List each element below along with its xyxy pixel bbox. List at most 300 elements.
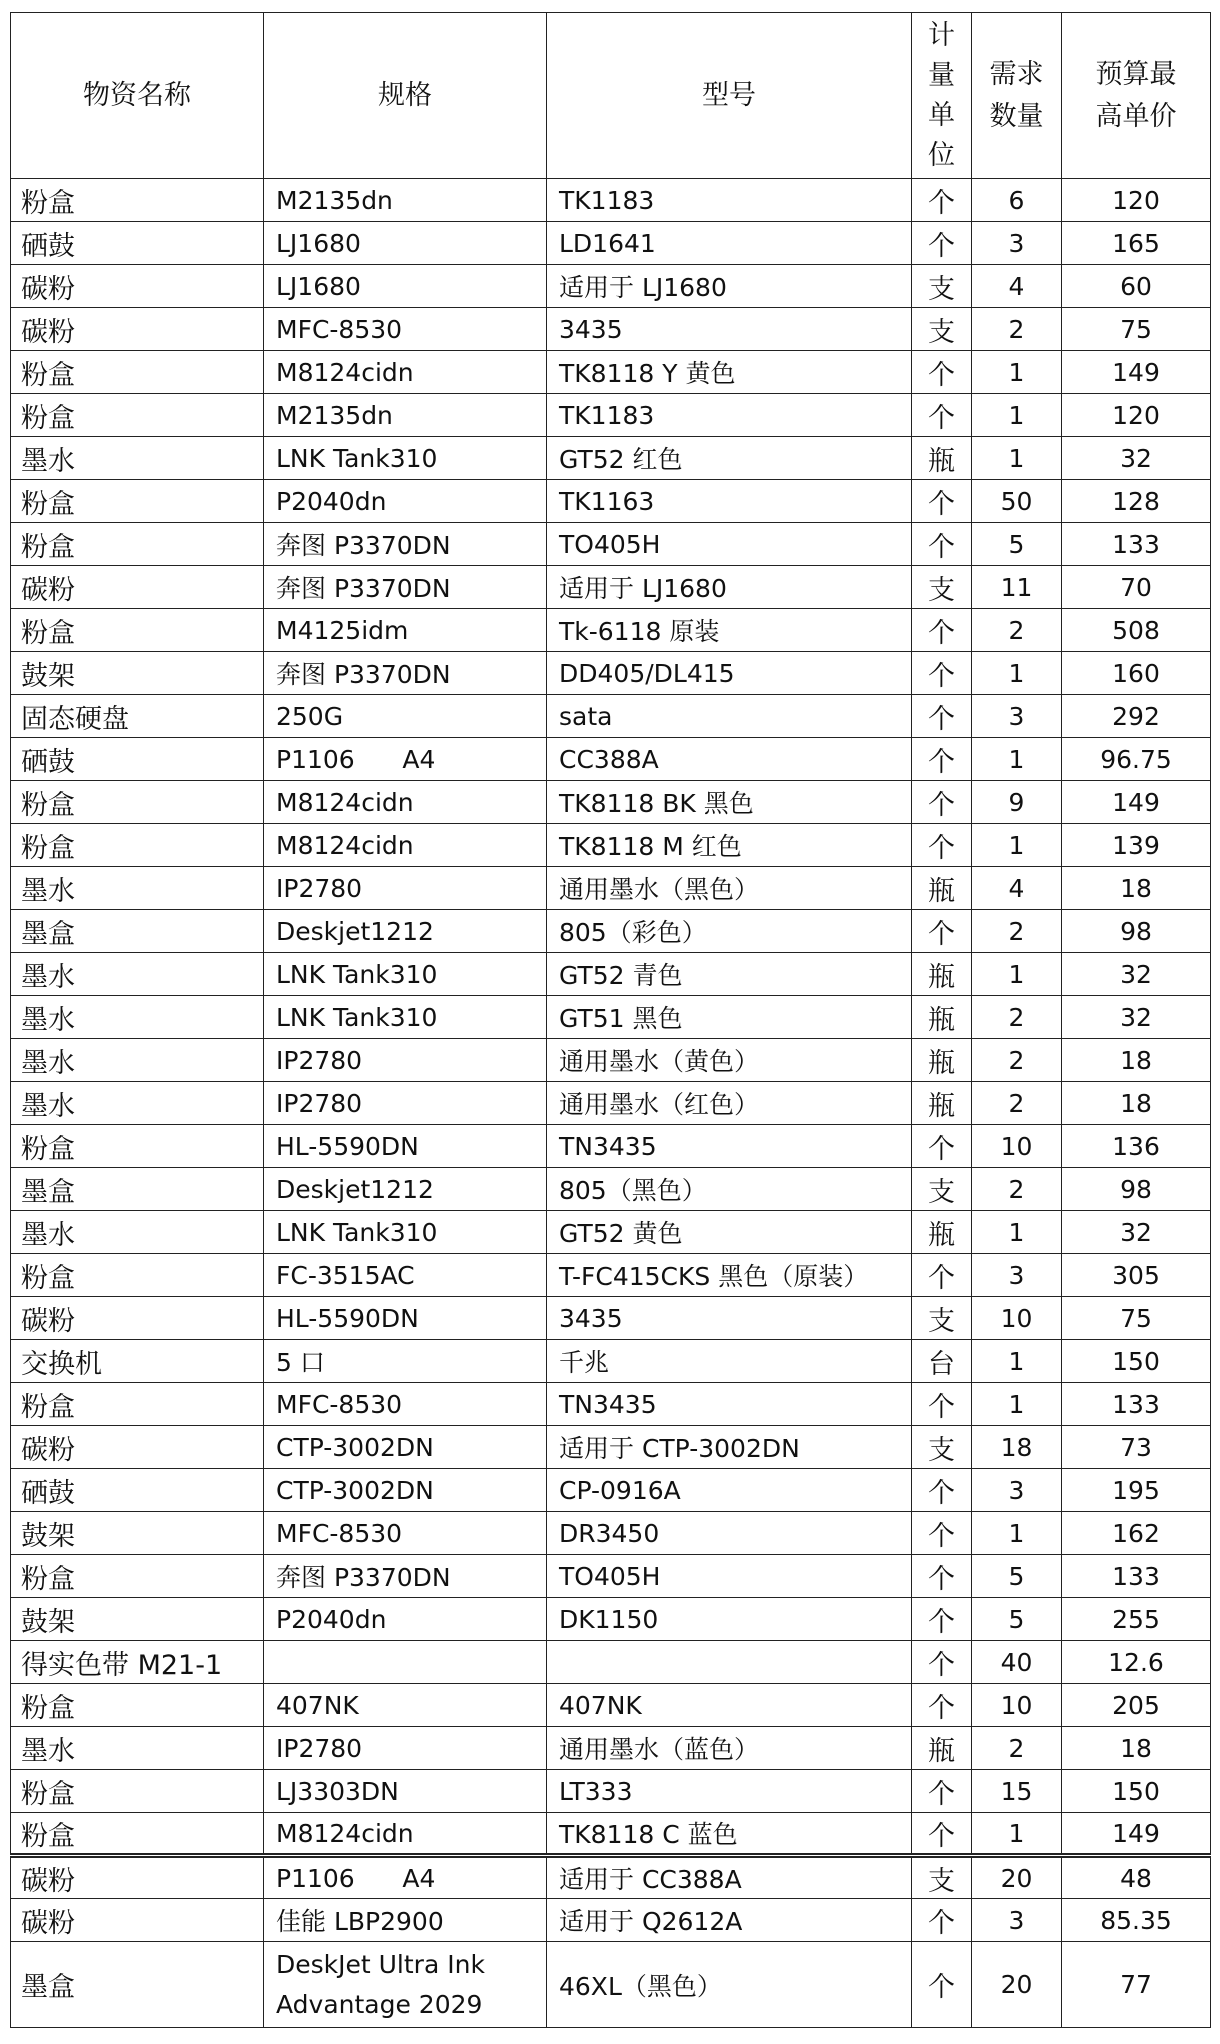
cell-price: 120 [1062, 179, 1211, 222]
table-row [11, 566, 1211, 609]
table-row [11, 1211, 1211, 1254]
cell-spec: MFC-8530 [264, 1383, 547, 1426]
table-body [11, 179, 1211, 2028]
cell-unit: 个 [912, 480, 972, 523]
cell-unit: 个 [912, 351, 972, 394]
table-row [11, 1641, 1211, 1684]
header-price-line: 高单价 [1095, 100, 1177, 132]
cell-qty: 1 [972, 1340, 1062, 1383]
cell-price: 305 [1062, 1254, 1211, 1297]
cell-name: 墨水 [11, 1727, 264, 1770]
cell-unit: 支 [912, 1856, 972, 1899]
header-unit [912, 13, 972, 179]
cell-spec: LNK Tank310 [264, 437, 547, 480]
cell-name: 粉盒 [11, 523, 264, 566]
cell-spec [264, 1942, 547, 2028]
cell-qty: 2 [972, 1039, 1062, 1082]
cell-unit: 瓶 [912, 1727, 972, 1770]
cell-price: 165 [1062, 222, 1211, 265]
cell-name: 粉盒 [11, 1555, 264, 1598]
procurement-table [10, 12, 1211, 2028]
cell-price: 195 [1062, 1469, 1211, 1512]
cell-spec: MFC-8530 [264, 1512, 547, 1555]
cell-model: LD1641 [547, 222, 912, 265]
table-row [11, 179, 1211, 222]
cell-unit: 支 [912, 265, 972, 308]
cell-price: 18 [1062, 867, 1211, 910]
cell-name: 墨水 [11, 953, 264, 996]
cell-spec: LNK Tank310 [264, 1211, 547, 1254]
cell-unit: 个 [912, 1383, 972, 1426]
cell-name: 粉盒 [11, 480, 264, 523]
table-row [11, 1512, 1211, 1555]
cell-spec: CTP-3002DN [264, 1469, 547, 1512]
table-row [11, 1254, 1211, 1297]
header-unit-line: 计 [928, 19, 955, 51]
table-row [11, 351, 1211, 394]
cell-name: 固态硬盘 [11, 695, 264, 738]
cell-spec: MFC-8530 [264, 308, 547, 351]
cell-spec: M2135dn [264, 394, 547, 437]
cell-qty: 2 [972, 1168, 1062, 1211]
header-qty-line: 数量 [989, 100, 1044, 132]
cell-name: 墨盒 [11, 1168, 264, 1211]
table-row [11, 1125, 1211, 1168]
cell-name: 粉盒 [11, 1684, 264, 1727]
header-unit-line: 单 [928, 99, 955, 131]
cell-name: 墨水 [11, 1082, 264, 1125]
cell-price: 508 [1062, 609, 1211, 652]
table-row [11, 1340, 1211, 1383]
cell-name: 硒鼓 [11, 738, 264, 781]
cell-model: GT51 黑色 [547, 996, 912, 1039]
table-header-row [11, 13, 1211, 179]
cell-price: 205 [1062, 1684, 1211, 1727]
cell-qty: 18 [972, 1426, 1062, 1469]
cell-qty: 40 [972, 1641, 1062, 1684]
cell-qty: 3 [972, 1469, 1062, 1512]
cell-qty: 3 [972, 1254, 1062, 1297]
cell-qty: 1 [972, 738, 1062, 781]
header-qty [972, 13, 1062, 179]
cell-unit: 个 [912, 1942, 972, 2028]
table-row [11, 1383, 1211, 1426]
cell-qty: 2 [972, 609, 1062, 652]
cell-name: 墨盒 [11, 910, 264, 953]
cell-price: 75 [1062, 308, 1211, 351]
header-name: 物资名称 [11, 13, 264, 179]
cell-unit: 个 [912, 910, 972, 953]
cell-model: Tk-6118 原装 [547, 609, 912, 652]
cell-model: 适用于 CTP-3002DN [547, 1426, 912, 1469]
cell-unit: 个 [912, 179, 972, 222]
cell-price: 32 [1062, 1211, 1211, 1254]
cell-price: 18 [1062, 1039, 1211, 1082]
cell-spec: M8124cidn [264, 781, 547, 824]
cell-qty: 1 [972, 1211, 1062, 1254]
cell-unit: 瓶 [912, 867, 972, 910]
cell-unit: 个 [912, 1598, 972, 1641]
cell-spec: IP2780 [264, 1727, 547, 1770]
cell-name: 墨盒 [11, 1942, 264, 2028]
cell-price: 73 [1062, 1426, 1211, 1469]
cell-name: 粉盒 [11, 781, 264, 824]
cell-spec: P1106 A4 [264, 1856, 547, 1899]
cell-spec: 奔图 P3370DN [264, 652, 547, 695]
cell-model: TO405H [547, 1555, 912, 1598]
cell-name: 碳粉 [11, 265, 264, 308]
cell-spec: 250G [264, 695, 547, 738]
table-row [11, 437, 1211, 480]
cell-model: 407NK [547, 1684, 912, 1727]
cell-model: LT333 [547, 1770, 912, 1813]
cell-price: 60 [1062, 265, 1211, 308]
cell-spec: M8124cidn [264, 351, 547, 394]
cell-price: 133 [1062, 523, 1211, 566]
cell-model: TK1183 [547, 394, 912, 437]
header-spec: 规格 [264, 13, 547, 179]
cell-price: 32 [1062, 953, 1211, 996]
cell-model: GT52 红色 [547, 437, 912, 480]
cell-model: DR3450 [547, 1512, 912, 1555]
cell-model: 46XL（黑色） [547, 1942, 912, 2028]
cell-unit: 个 [912, 695, 972, 738]
cell-price: 98 [1062, 1168, 1211, 1211]
cell-qty: 4 [972, 867, 1062, 910]
table-row [11, 1297, 1211, 1340]
table-row [11, 1555, 1211, 1598]
cell-price: 32 [1062, 437, 1211, 480]
cell-name: 硒鼓 [11, 1469, 264, 1512]
table-row [11, 1598, 1211, 1641]
cell-unit: 个 [912, 1125, 972, 1168]
cell-model: CC388A [547, 738, 912, 781]
cell-spec: IP2780 [264, 1039, 547, 1082]
cell-price: 136 [1062, 1125, 1211, 1168]
table-row [11, 652, 1211, 695]
cell-qty: 50 [972, 480, 1062, 523]
cell-unit: 个 [912, 1555, 972, 1598]
cell-name: 得实色带 M21-1 [11, 1641, 264, 1684]
cell-name: 鼓架 [11, 1598, 264, 1641]
cell-qty: 5 [972, 523, 1062, 566]
cell-name: 碳粉 [11, 1426, 264, 1469]
cell-spec: M2135dn [264, 179, 547, 222]
cell-unit: 个 [912, 1512, 972, 1555]
cell-unit: 个 [912, 1899, 972, 1942]
header-price [1062, 13, 1211, 179]
table-row [11, 1684, 1211, 1727]
cell-price: 85.35 [1062, 1899, 1211, 1942]
cell-spec: 佳能 LBP2900 [264, 1899, 547, 1942]
cell-unit: 瓶 [912, 1039, 972, 1082]
cell-qty: 1 [972, 1512, 1062, 1555]
cell-qty: 2 [972, 1082, 1062, 1125]
cell-price: 149 [1062, 351, 1211, 394]
cell-unit: 个 [912, 824, 972, 867]
cell-name: 粉盒 [11, 394, 264, 437]
cell-model: 805（彩色） [547, 910, 912, 953]
table-row [11, 738, 1211, 781]
cell-qty: 2 [972, 308, 1062, 351]
table-row [11, 1469, 1211, 1512]
cell-model: TN3435 [547, 1125, 912, 1168]
cell-spec: Deskjet1212 [264, 1168, 547, 1211]
cell-spec: CTP-3002DN [264, 1426, 547, 1469]
cell-price: 77 [1062, 1942, 1211, 2028]
cell-spec [264, 1641, 547, 1684]
cell-price: 32 [1062, 996, 1211, 1039]
cell-price: 12.6 [1062, 1641, 1211, 1684]
cell-model: 通用墨水（红色） [547, 1082, 912, 1125]
cell-price: 96.75 [1062, 738, 1211, 781]
cell-name: 碳粉 [11, 1899, 264, 1942]
cell-price: 255 [1062, 1598, 1211, 1641]
cell-spec: FC-3515AC [264, 1254, 547, 1297]
cell-model: 3435 [547, 308, 912, 351]
cell-qty: 10 [972, 1684, 1062, 1727]
cell-spec-line: DeskJet Ultra Ink [276, 1949, 485, 1979]
cell-name: 交换机 [11, 1340, 264, 1383]
header-model: 型号 [547, 13, 912, 179]
cell-name: 粉盒 [11, 1125, 264, 1168]
cell-unit: 支 [912, 566, 972, 609]
cell-model: CP-0916A [547, 1469, 912, 1512]
cell-price: 292 [1062, 695, 1211, 738]
cell-qty: 1 [972, 437, 1062, 480]
cell-qty: 6 [972, 179, 1062, 222]
cell-model: GT52 黄色 [547, 1211, 912, 1254]
cell-price: 133 [1062, 1555, 1211, 1598]
cell-qty: 3 [972, 695, 1062, 738]
table-row [11, 222, 1211, 265]
table-row [11, 867, 1211, 910]
cell-unit: 瓶 [912, 1211, 972, 1254]
cell-qty: 15 [972, 1770, 1062, 1813]
cell-name: 粉盒 [11, 351, 264, 394]
table-row [11, 1082, 1211, 1125]
cell-name: 墨水 [11, 996, 264, 1039]
cell-unit: 个 [912, 781, 972, 824]
table-row [11, 1899, 1211, 1942]
header-price-line: 预算最 [1095, 58, 1177, 90]
cell-model: 千兆 [547, 1340, 912, 1383]
cell-model: sata [547, 695, 912, 738]
cell-qty: 10 [972, 1297, 1062, 1340]
cell-qty: 1 [972, 394, 1062, 437]
cell-price: 98 [1062, 910, 1211, 953]
cell-price: 149 [1062, 1813, 1211, 1856]
cell-unit: 个 [912, 1770, 972, 1813]
table-row [11, 781, 1211, 824]
cell-price: 128 [1062, 480, 1211, 523]
cell-qty: 3 [972, 222, 1062, 265]
cell-model: 通用墨水（黑色） [547, 867, 912, 910]
cell-price: 150 [1062, 1770, 1211, 1813]
cell-name: 碳粉 [11, 566, 264, 609]
cell-qty: 11 [972, 566, 1062, 609]
cell-model: 适用于 Q2612A [547, 1899, 912, 1942]
table-row [11, 1770, 1211, 1813]
cell-name: 碳粉 [11, 1297, 264, 1340]
header-unit-line: 位 [928, 139, 955, 171]
cell-model: 适用于 LJ1680 [547, 265, 912, 308]
cell-qty: 3 [972, 1899, 1062, 1942]
table-row [11, 523, 1211, 566]
cell-name: 鼓架 [11, 652, 264, 695]
table-row [11, 1813, 1211, 1856]
cell-model: 3435 [547, 1297, 912, 1340]
cell-spec: LJ1680 [264, 265, 547, 308]
cell-price: 133 [1062, 1383, 1211, 1426]
cell-price: 162 [1062, 1512, 1211, 1555]
cell-price: 18 [1062, 1727, 1211, 1770]
cell-name: 碳粉 [11, 1856, 264, 1899]
cell-spec: M4125idm [264, 609, 547, 652]
cell-qty: 1 [972, 953, 1062, 996]
procurement-table-container [10, 12, 1210, 2028]
cell-qty: 5 [972, 1555, 1062, 1598]
cell-qty: 20 [972, 1942, 1062, 2028]
cell-unit: 支 [912, 1426, 972, 1469]
cell-model [547, 1641, 912, 1684]
cell-qty: 2 [972, 996, 1062, 1039]
cell-qty: 1 [972, 1383, 1062, 1426]
cell-unit: 个 [912, 1813, 972, 1856]
cell-model: TN3435 [547, 1383, 912, 1426]
cell-qty: 1 [972, 824, 1062, 867]
cell-spec: 5 口 [264, 1340, 547, 1383]
cell-model: TK8118 Y 黄色 [547, 351, 912, 394]
cell-qty: 5 [972, 1598, 1062, 1641]
cell-name: 粉盒 [11, 1254, 264, 1297]
table-row [11, 394, 1211, 437]
cell-name: 粉盒 [11, 1813, 264, 1856]
cell-name: 粉盒 [11, 609, 264, 652]
cell-model: TK1163 [547, 480, 912, 523]
table-row [11, 308, 1211, 351]
cell-unit: 个 [912, 1254, 972, 1297]
header-unit-line: 量 [928, 59, 955, 91]
cell-qty: 10 [972, 1125, 1062, 1168]
cell-name: 粉盒 [11, 1770, 264, 1813]
cell-qty: 2 [972, 1727, 1062, 1770]
cell-spec: 奔图 P3370DN [264, 1555, 547, 1598]
cell-spec: LJ1680 [264, 222, 547, 265]
cell-price: 70 [1062, 566, 1211, 609]
cell-qty: 20 [972, 1856, 1062, 1899]
cell-model: T-FC415CKS 黑色（原装） [547, 1254, 912, 1297]
cell-qty: 9 [972, 781, 1062, 824]
table-row [11, 480, 1211, 523]
table-row [11, 910, 1211, 953]
cell-unit: 个 [912, 523, 972, 566]
cell-spec: LNK Tank310 [264, 996, 547, 1039]
cell-name: 墨水 [11, 867, 264, 910]
table-row [11, 1039, 1211, 1082]
cell-price: 150 [1062, 1340, 1211, 1383]
cell-qty: 1 [972, 1813, 1062, 1856]
cell-spec: P2040dn [264, 1598, 547, 1641]
table-row [11, 824, 1211, 867]
cell-unit: 支 [912, 1297, 972, 1340]
cell-model: TK8118 C 蓝色 [547, 1813, 912, 1856]
cell-spec: Deskjet1212 [264, 910, 547, 953]
cell-unit: 个 [912, 738, 972, 781]
cell-name: 硒鼓 [11, 222, 264, 265]
cell-spec: LJ3303DN [264, 1770, 547, 1813]
table-row [11, 1942, 1211, 2028]
cell-spec: P2040dn [264, 480, 547, 523]
cell-name: 墨水 [11, 1211, 264, 1254]
cell-qty: 2 [972, 910, 1062, 953]
table-row [11, 1727, 1211, 1770]
cell-unit: 个 [912, 1469, 972, 1512]
header-qty-line: 需求 [989, 58, 1044, 90]
cell-model: 适用于 LJ1680 [547, 566, 912, 609]
cell-name: 碳粉 [11, 308, 264, 351]
cell-qty: 1 [972, 652, 1062, 695]
table-row [11, 1426, 1211, 1469]
cell-name: 粉盒 [11, 179, 264, 222]
cell-unit: 个 [912, 609, 972, 652]
cell-model: 805（黑色） [547, 1168, 912, 1211]
cell-price: 48 [1062, 1856, 1211, 1899]
cell-spec: M8124cidn [264, 1813, 547, 1856]
table-row [11, 265, 1211, 308]
cell-name: 粉盒 [11, 824, 264, 867]
cell-spec: 奔图 P3370DN [264, 566, 547, 609]
cell-spec: IP2780 [264, 867, 547, 910]
cell-spec: IP2780 [264, 1082, 547, 1125]
cell-price: 139 [1062, 824, 1211, 867]
cell-spec: 407NK [264, 1684, 547, 1727]
cell-spec: HL-5590DN [264, 1125, 547, 1168]
table-row [11, 609, 1211, 652]
cell-unit: 个 [912, 222, 972, 265]
cell-model: GT52 青色 [547, 953, 912, 996]
cell-price: 149 [1062, 781, 1211, 824]
cell-unit: 瓶 [912, 1082, 972, 1125]
cell-model: 适用于 CC388A [547, 1856, 912, 1899]
cell-spec-line: Advantage 2029 [276, 1989, 483, 2019]
cell-model: 通用墨水（黄色） [547, 1039, 912, 1082]
cell-unit: 个 [912, 394, 972, 437]
cell-unit: 台 [912, 1340, 972, 1383]
cell-model: TO405H [547, 523, 912, 566]
cell-name: 粉盒 [11, 1383, 264, 1426]
cell-model: TK8118 M 红色 [547, 824, 912, 867]
cell-unit: 个 [912, 1684, 972, 1727]
cell-price: 120 [1062, 394, 1211, 437]
cell-model: 通用墨水（蓝色） [547, 1727, 912, 1770]
cell-unit: 支 [912, 1168, 972, 1211]
cell-spec: 奔图 P3370DN [264, 523, 547, 566]
cell-qty: 4 [972, 265, 1062, 308]
table-row [11, 953, 1211, 996]
cell-model: DD405/DL415 [547, 652, 912, 695]
cell-price: 75 [1062, 1297, 1211, 1340]
cell-model: TK1183 [547, 179, 912, 222]
cell-spec: M8124cidn [264, 824, 547, 867]
cell-qty: 1 [972, 351, 1062, 394]
table-row [11, 695, 1211, 738]
cell-spec: P1106 A4 [264, 738, 547, 781]
cell-price: 18 [1062, 1082, 1211, 1125]
cell-unit: 个 [912, 652, 972, 695]
cell-spec: LNK Tank310 [264, 953, 547, 996]
cell-unit: 瓶 [912, 996, 972, 1039]
